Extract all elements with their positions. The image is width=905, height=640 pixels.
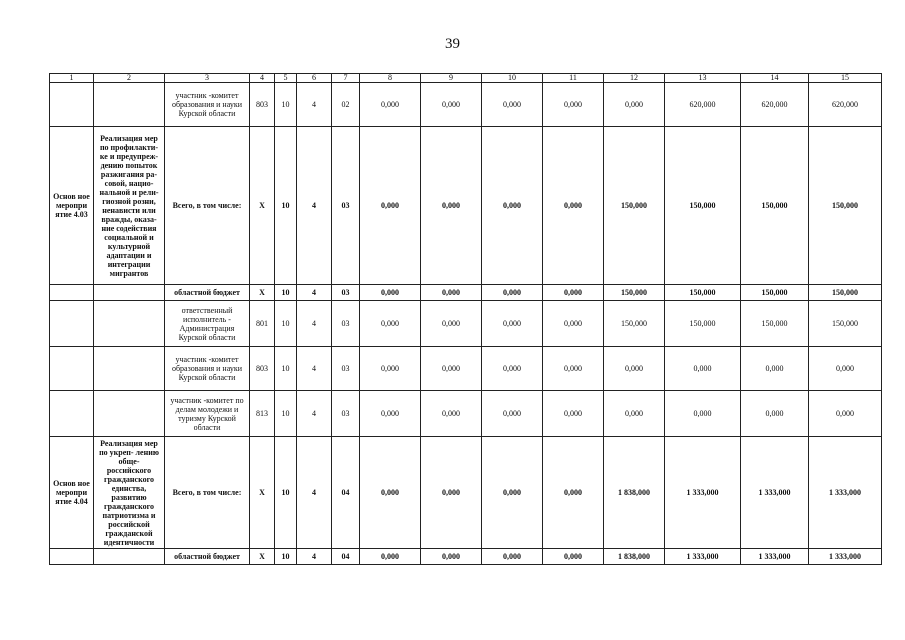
code-cell: 4 <box>297 301 332 347</box>
code-cell: 10 <box>275 549 297 565</box>
activity-name-cell <box>94 549 165 565</box>
value-cell: 150,000 <box>665 301 741 347</box>
code-cell: Х <box>250 549 275 565</box>
code-cell: 4 <box>297 83 332 127</box>
header-cell: 11 <box>543 74 604 83</box>
activity-name-cell <box>94 391 165 437</box>
value-cell: 620,000 <box>741 83 809 127</box>
value-cell: 0,000 <box>360 549 421 565</box>
value-cell: 0,000 <box>543 437 604 549</box>
value-cell: 0,000 <box>543 83 604 127</box>
code-cell: 03 <box>332 391 360 437</box>
code-cell: Х <box>250 285 275 301</box>
value-cell: 0,000 <box>482 391 543 437</box>
value-cell: 0,000 <box>421 549 482 565</box>
value-cell: 0,000 <box>421 347 482 391</box>
code-cell: 03 <box>332 285 360 301</box>
value-cell: 0,000 <box>543 127 604 285</box>
table-row <box>50 347 882 391</box>
value-cell: 620,000 <box>665 83 741 127</box>
value-cell: 0,000 <box>482 127 543 285</box>
code-cell: 10 <box>275 285 297 301</box>
value-cell: 0,000 <box>543 549 604 565</box>
value-cell: 0,000 <box>604 347 665 391</box>
funding-source-cell: ответственный исполнитель - Администрация Курской области <box>165 301 250 347</box>
code-cell: 03 <box>332 127 360 285</box>
code-cell: 4 <box>297 437 332 549</box>
code-cell: 10 <box>275 391 297 437</box>
value-cell: 0,000 <box>809 391 882 437</box>
code-cell: 4 <box>297 549 332 565</box>
header-cell: 14 <box>741 74 809 83</box>
code-cell: 4 <box>297 285 332 301</box>
table-row <box>50 127 882 285</box>
value-cell: 0,000 <box>421 391 482 437</box>
value-cell: 150,000 <box>604 285 665 301</box>
value-cell: 620,000 <box>809 83 882 127</box>
code-cell: 803 <box>250 347 275 391</box>
value-cell: 1 333,000 <box>741 437 809 549</box>
value-cell: 0,000 <box>421 127 482 285</box>
value-cell: 0,000 <box>360 285 421 301</box>
activity-name-cell <box>94 83 165 127</box>
value-cell: 0,000 <box>360 391 421 437</box>
header-cell: 1 <box>50 74 94 83</box>
value-cell: 0,000 <box>543 301 604 347</box>
value-cell: 1 838,000 <box>604 437 665 549</box>
value-cell: 150,000 <box>809 127 882 285</box>
value-cell: 0,000 <box>421 437 482 549</box>
header-cell: 8 <box>360 74 421 83</box>
activity-label-cell <box>50 83 94 127</box>
code-cell: 10 <box>275 83 297 127</box>
code-cell: 03 <box>332 347 360 391</box>
value-cell: 0,000 <box>360 83 421 127</box>
value-cell: 0,000 <box>360 347 421 391</box>
funding-source-cell: областной бюджет <box>165 285 250 301</box>
value-cell: 150,000 <box>665 127 741 285</box>
value-cell: 0,000 <box>482 301 543 347</box>
funding-source-cell: Всего, в том числе: <box>165 437 250 549</box>
value-cell: 150,000 <box>741 127 809 285</box>
code-cell: 10 <box>275 347 297 391</box>
table-row <box>50 549 882 565</box>
activity-label-cell <box>50 549 94 565</box>
code-cell: 4 <box>297 127 332 285</box>
table-row <box>50 437 882 549</box>
header-cell: 7 <box>332 74 360 83</box>
header-row <box>50 74 882 83</box>
code-cell: 04 <box>332 549 360 565</box>
table-row <box>50 391 882 437</box>
value-cell: 1 333,000 <box>741 549 809 565</box>
value-cell: 0,000 <box>482 437 543 549</box>
code-cell: 03 <box>332 301 360 347</box>
funding-source-cell: областной бюджет <box>165 549 250 565</box>
header-cell: 3 <box>165 74 250 83</box>
table-row <box>50 83 882 127</box>
value-cell: 0,000 <box>543 391 604 437</box>
value-cell: 0,000 <box>421 83 482 127</box>
value-cell: 150,000 <box>665 285 741 301</box>
value-cell: 0,000 <box>360 127 421 285</box>
header-cell: 12 <box>604 74 665 83</box>
value-cell: 0,000 <box>741 391 809 437</box>
value-cell: 0,000 <box>360 437 421 549</box>
activity-name-cell: Реализация мер по профилакти- ке и предупреж- дению попыток разжигания ра- совой, нацио- нальной и рели- гиозной розни, ненависти или вражды, оказа- ние содействия социальной и культурной адаптации и интеграции мигрантов <box>94 127 165 285</box>
page-number: 39 <box>445 36 460 52</box>
activity-name-cell <box>94 347 165 391</box>
value-cell: 150,000 <box>741 301 809 347</box>
code-cell: 10 <box>275 127 297 285</box>
activity-label-cell <box>50 347 94 391</box>
value-cell: 0,000 <box>482 549 543 565</box>
value-cell: 1 333,000 <box>809 549 882 565</box>
value-cell: 150,000 <box>604 301 665 347</box>
activity-label-cell <box>50 391 94 437</box>
value-cell: 150,000 <box>741 285 809 301</box>
code-cell: 10 <box>275 437 297 549</box>
value-cell: 0,000 <box>482 83 543 127</box>
value-cell: 0,000 <box>741 347 809 391</box>
header-cell: 15 <box>809 74 882 83</box>
value-cell: 150,000 <box>809 301 882 347</box>
budget-table <box>49 73 882 565</box>
code-cell: 813 <box>250 391 275 437</box>
funding-source-cell: участник -комитет по делам молодежи и туризму Курской области <box>165 391 250 437</box>
value-cell: 0,000 <box>665 391 741 437</box>
value-cell: 150,000 <box>809 285 882 301</box>
value-cell: 0,000 <box>604 391 665 437</box>
value-cell: 1 333,000 <box>665 437 741 549</box>
value-cell: 0,000 <box>421 301 482 347</box>
header-cell: 6 <box>297 74 332 83</box>
value-cell: 0,000 <box>360 301 421 347</box>
value-cell: 0,000 <box>482 347 543 391</box>
value-cell: 0,000 <box>543 347 604 391</box>
code-cell: 10 <box>275 301 297 347</box>
code-cell: 4 <box>297 347 332 391</box>
funding-source-cell: участник -комитет образования и науки Курской области <box>165 83 250 127</box>
value-cell: 1 333,000 <box>665 549 741 565</box>
table-row <box>50 285 882 301</box>
table-row <box>50 301 882 347</box>
code-cell: 04 <box>332 437 360 549</box>
code-cell: Х <box>250 437 275 549</box>
code-cell: 801 <box>250 301 275 347</box>
activity-name-cell <box>94 301 165 347</box>
header-cell: 10 <box>482 74 543 83</box>
code-cell: 02 <box>332 83 360 127</box>
value-cell: 0,000 <box>482 285 543 301</box>
funding-source-cell: Всего, в том числе: <box>165 127 250 285</box>
code-cell: 4 <box>297 391 332 437</box>
activity-name-cell <box>94 285 165 301</box>
activity-label-cell <box>50 285 94 301</box>
value-cell: 150,000 <box>604 127 665 285</box>
header-cell: 4 <box>250 74 275 83</box>
header-cell: 5 <box>275 74 297 83</box>
value-cell: 0,000 <box>421 285 482 301</box>
code-cell: Х <box>250 127 275 285</box>
value-cell: 0,000 <box>665 347 741 391</box>
value-cell: 1 333,000 <box>809 437 882 549</box>
code-cell: 803 <box>250 83 275 127</box>
funding-source-cell: участник -комитет образования и науки Курской области <box>165 347 250 391</box>
header-cell: 13 <box>665 74 741 83</box>
activity-label-cell <box>50 301 94 347</box>
value-cell: 0,000 <box>604 83 665 127</box>
header-cell: 2 <box>94 74 165 83</box>
value-cell: 1 838,000 <box>604 549 665 565</box>
activity-label-cell: Основ ное меропри ятие 4.04 <box>50 437 94 549</box>
activity-label-cell: Основ ное меропри ятие 4.03 <box>50 127 94 285</box>
value-cell: 0,000 <box>543 285 604 301</box>
activity-name-cell: Реализация мер по укреп- лению обще- российского гражданского единства, развитию гражданского патриотизма и российской гражданской идентичности <box>94 437 165 549</box>
header-cell: 9 <box>421 74 482 83</box>
value-cell: 0,000 <box>809 347 882 391</box>
